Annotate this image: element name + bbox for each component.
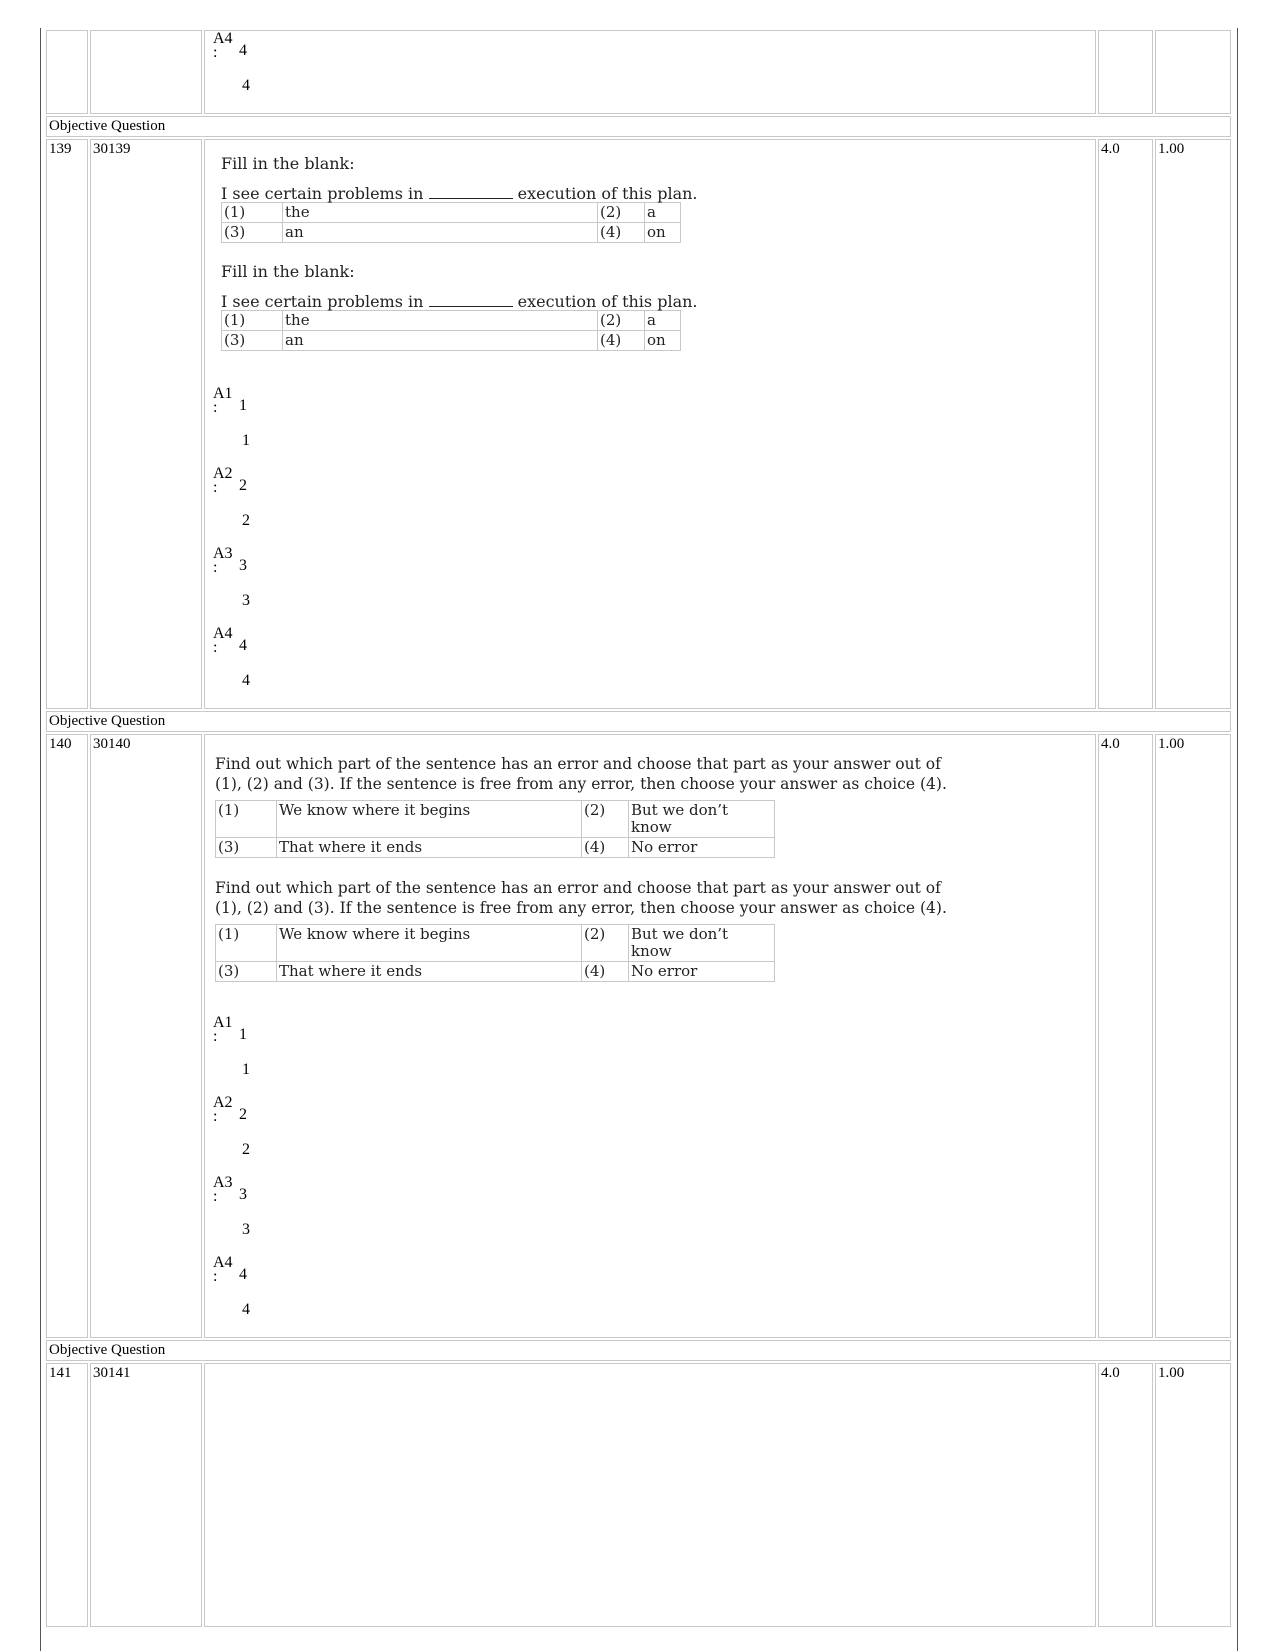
blank-line <box>429 292 513 307</box>
answer-value: 4 <box>239 42 247 59</box>
section-label: Objective Question <box>46 116 1231 137</box>
answer-value-repeat: 1 <box>242 432 250 449</box>
question-id-cell <box>90 30 202 114</box>
options-table: (1) the (2) a (3) an (4) on <box>221 310 681 351</box>
question-row-141 <box>46 1363 1231 1627</box>
marks-cell: 4.0 <box>1098 139 1153 709</box>
question-id-cell: 30140 <box>90 734 202 1338</box>
serial-cell: 141 <box>46 1363 88 1627</box>
section-label: Objective Question <box>46 1340 1231 1361</box>
negative-marks-cell: 1.00 <box>1155 1363 1231 1627</box>
question-content-cell <box>204 734 1096 1338</box>
answer-option: A2 : 2 <box>213 465 247 496</box>
options-table: (1) We know where it begins (2) But we don’t know (3) That where it ends (4) No error <box>215 924 775 982</box>
section-row <box>46 1340 1231 1361</box>
answer-option: A3 : 3 <box>213 1174 247 1205</box>
section-row <box>46 116 1231 137</box>
question-prompt: Fill in the blank: <box>221 154 355 173</box>
negative-marks-cell: 1.00 <box>1155 139 1231 709</box>
answer-option: A4 : 4 <box>213 1254 247 1285</box>
marks-cell: 4.0 <box>1098 734 1153 1338</box>
options-table: (1) the (2) a (3) an (4) on <box>221 202 681 243</box>
question-row-139 <box>46 139 1231 709</box>
question-prompt: Fill in the blank: <box>221 262 355 281</box>
answer-value-repeat: 1 <box>242 1061 250 1078</box>
question-sentence: I see certain problems in execution of this plan. <box>221 292 698 311</box>
question-content-cell <box>204 139 1096 709</box>
question-image-1: Find out which part of the sentence has an error and choose that part as your answer out of (1), (2) and (3). If the sentence is free from any error, then choose your answer as choice (4). (1) We know where it begins (2) But we don’t know (3) That where it ends (4) No error <box>215 755 947 856</box>
answer-value-repeat: 3 <box>242 592 250 609</box>
negative-marks-cell <box>1155 30 1231 114</box>
question-table <box>44 28 1233 1629</box>
question-image-2: Find out which part of the sentence has an error and choose that part as your answer out of (1), (2) and (3). If the sentence is free from any error, then choose your answer as choice (4). (1) We know where it begins (2) But we don’t know (3) That where it ends (4) No error <box>215 879 947 980</box>
answer-value-repeat: 2 <box>242 1141 250 1158</box>
question-image-1 <box>207 141 1093 243</box>
answer-option: A4 : 4 <box>213 625 247 656</box>
left-border-line <box>40 28 41 1651</box>
answer-list <box>213 1016 1093 1336</box>
question-content-cell <box>204 1363 1096 1627</box>
question-image-2 <box>207 243 1093 351</box>
section-row <box>46 711 1231 732</box>
answer-value-repeat: 4 <box>242 77 250 94</box>
question-table-wrapper <box>44 28 1233 1629</box>
marks-cell: 4.0 <box>1098 1363 1153 1627</box>
answer-label: A4 : <box>213 30 233 61</box>
question-content-cell <box>204 30 1096 114</box>
answer-value-repeat: 2 <box>242 512 250 529</box>
right-border-line <box>1237 28 1238 1651</box>
question-sentence: I see certain problems in execution of this plan. <box>221 184 698 203</box>
options-table: (1) We know where it begins (2) But we don’t know (3) That where it ends (4) No error <box>215 800 775 858</box>
question-id-cell: 30141 <box>90 1363 202 1627</box>
answer-option: A3 : 3 <box>213 545 247 576</box>
serial-cell: 140 <box>46 734 88 1338</box>
answer-value-repeat: 3 <box>242 1221 250 1238</box>
answer-list <box>213 32 1093 112</box>
negative-marks-cell: 1.00 <box>1155 734 1231 1338</box>
serial-cell: 139 <box>46 139 88 709</box>
answer-value-repeat: 4 <box>242 1301 250 1318</box>
table-row <box>46 30 1231 114</box>
section-label: Objective Question <box>46 711 1231 732</box>
answer-list <box>213 387 1093 707</box>
answer-value-repeat: 4 <box>242 672 250 689</box>
answer-option: A1 : 1 <box>213 385 247 416</box>
blank-line <box>429 184 513 199</box>
question-id-cell: 30139 <box>90 139 202 709</box>
answer-option: A2 : 2 <box>213 1094 247 1125</box>
answer-option: A1 : 1 <box>213 1014 247 1045</box>
question-row-140 <box>46 734 1231 1338</box>
serial-cell <box>46 30 88 114</box>
marks-cell <box>1098 30 1153 114</box>
answer-option <box>213 32 1093 72</box>
